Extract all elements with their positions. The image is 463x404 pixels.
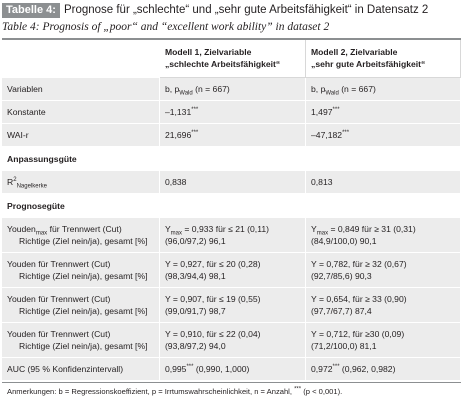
- caption-title-en: Table 4: Prognosis of „poor“ and “excellent work ability” in dataset 2: [2, 21, 330, 33]
- auc-model2: [306, 358, 461, 381]
- youden-label-text: Youden: [7, 224, 36, 234]
- r2-label-sup: 2: [13, 177, 17, 184]
- notes-text: Anmerkungen: b = Regressionskoeffizient, p = Irrtumswahrscheinlichkeit, n = Anzahl,: [7, 387, 295, 396]
- table-row-wair: [2, 124, 461, 147]
- table-row-konstante: [2, 101, 461, 124]
- youden-model1: [159, 288, 305, 323]
- auc-m1-ci: (0,990, 1,000): [193, 364, 250, 374]
- youden-model2: [306, 288, 461, 323]
- youden-m1-line1: Y = 0,907, für ≤ 19 (0,55): [164, 294, 261, 304]
- r2-label-sub: Nagelkerke: [16, 183, 47, 190]
- r2-label-text: R: [7, 177, 14, 187]
- youden-m2-rest: = 0,849 für ≥ 31 (0,31): [328, 224, 416, 234]
- youden-label-line2: Richtige (Ziel nein/ja), gesamt [%]: [19, 341, 148, 351]
- youden-label-rest: für Trennwert (Cut): [47, 224, 122, 234]
- auc-label: AUC (95 % Konfidenzintervall): [2, 358, 159, 381]
- youden-m2-line2: (84,9/100,0) 90,1: [311, 236, 377, 246]
- youden-m2-line2: (92,7/85,6) 90,3: [311, 271, 372, 281]
- youden-model2: [306, 253, 461, 288]
- header-empty-cell: [2, 39, 159, 78]
- auc-m2-ci: (0,962, 0,982): [339, 364, 396, 374]
- variablen-m1-text: b, p: [164, 84, 180, 94]
- wair-model2: [306, 124, 461, 147]
- variablen-model2: [306, 78, 461, 101]
- row-label: Konstante: [2, 101, 159, 124]
- variablen-m2-n: (n = 667): [338, 84, 376, 94]
- youden-m2-line2: (97,7/67,7) 87,4: [311, 306, 372, 316]
- table-caption: [2, 3, 461, 20]
- youden-label-line2: Richtige (Ziel nein/ja), gesamt [%]: [19, 306, 148, 316]
- youden-m1-line1: Y = 0,927, für ≤ 20 (0,28): [164, 259, 261, 269]
- youden-label-sub: max: [35, 230, 48, 237]
- table-header-row: [2, 39, 461, 78]
- table-row-variablen: [2, 78, 461, 101]
- header-model1-line1: Modell 1, Zielvariable: [164, 47, 252, 57]
- header-model2-line1: Modell 2, Zielvariable: [311, 47, 398, 57]
- table-tag: Tabelle 4:: [2, 3, 60, 18]
- auc-m1-value: 0,995: [164, 364, 187, 374]
- youden-model1: [159, 253, 305, 288]
- section-heading: Prognosegüte: [2, 194, 461, 218]
- table-row-youden-4: [2, 323, 461, 358]
- youden-m1-line2: (99,0/91,7) 98,7: [164, 306, 226, 316]
- r2-model1: 0,838: [159, 171, 305, 194]
- youden-model1: [159, 218, 305, 253]
- r2-label: [2, 171, 159, 194]
- header-model2: [306, 39, 461, 78]
- youden-model1: [159, 323, 305, 358]
- variablen-m1-n: (n = 667): [192, 84, 230, 94]
- youden-m1-line2: (96,0/97,2) 96,1: [164, 236, 226, 246]
- variablen-model1: [159, 78, 305, 101]
- section-anpassungsguete: [2, 147, 461, 171]
- youden-m1-y: Y: [164, 224, 171, 234]
- konstante-m1-sig: ***: [191, 107, 199, 114]
- row-label: Variablen: [2, 78, 159, 101]
- youden-label-line1: Youden für Trennwert (Cut): [7, 259, 111, 269]
- youden-label-line2: Richtige (Ziel nein/ja), gesamt [%]: [19, 271, 148, 281]
- youden-label: [2, 288, 159, 323]
- konstante-m1-value: –1,131: [164, 107, 192, 117]
- konstante-model2: [306, 101, 461, 124]
- youden-label-line1: Youden für Trennwert (Cut): [7, 329, 111, 339]
- results-table: [2, 38, 461, 404]
- table-notes-row: [2, 381, 461, 404]
- wair-m1-value: 21,696: [164, 130, 192, 140]
- auc-m1-sig: ***: [186, 364, 194, 371]
- header-model2-line2: „sehr gute Arbeitsfähigkeit“: [311, 59, 426, 69]
- youden-model2: [306, 218, 461, 253]
- variablen-m2-sub: Wald: [325, 90, 339, 97]
- youden-m1-rest: = 0,933 für ≤ 21 (0,11): [182, 224, 269, 234]
- youden-model2: [306, 323, 461, 358]
- header-model1-line2: „schlechte Arbeitsfähigkeit“: [164, 59, 281, 69]
- notes-sig: ***: [294, 386, 302, 393]
- youden-m2-sub: max: [316, 230, 329, 237]
- variablen-m1-sub: Wald: [179, 90, 193, 97]
- wair-m2-value: –47,182: [311, 130, 343, 140]
- youden-label: [2, 253, 159, 288]
- wair-m1-sig: ***: [191, 130, 199, 137]
- youden-m2-line1: Y = 0,712, für ≥30 (0,09): [311, 329, 405, 339]
- youden-label: [2, 323, 159, 358]
- youden-label-line1: Youden für Trennwert (Cut): [7, 294, 111, 304]
- section-prognoseguete: [2, 194, 461, 218]
- youden-m1-line2: (93,8/97,2) 94,0: [164, 341, 226, 351]
- youden-label: [2, 218, 159, 253]
- youden-label-line1: [7, 223, 154, 235]
- table-row-youden-2: [2, 253, 461, 288]
- youden-m2-line1: Y = 0,782, für ≥ 32 (0,67): [311, 259, 407, 269]
- header-model1: [159, 39, 305, 78]
- youden-m2-line1: Y = 0,654, für ≥ 33 (0,90): [311, 294, 407, 304]
- auc-model1: [159, 358, 305, 381]
- table-notes: [2, 381, 461, 404]
- caption-title-de: Prognose für „schlechte“ und „sehr gute Arbeitsfähigkeit“ in Datensatz 2: [63, 4, 429, 16]
- notes-rest: (p < 0,001).: [301, 387, 343, 396]
- youden-m2-line2: (71,2/100,0) 81,1: [311, 341, 377, 351]
- section-heading: Anpassungsgüte: [2, 147, 461, 171]
- konstante-m2-value: 1,497: [311, 107, 333, 117]
- variablen-m2-text: b, p: [311, 84, 326, 94]
- wair-model1: [159, 124, 305, 147]
- auc-m2-sig: ***: [332, 364, 340, 371]
- table-row-r2: [2, 171, 461, 194]
- row-label: WAI-r: [2, 124, 159, 147]
- table-row-youden-3: [2, 288, 461, 323]
- table-row-auc: [2, 358, 461, 381]
- wair-m2-sig: ***: [342, 130, 350, 137]
- youden-m2-y: Y: [311, 224, 317, 234]
- youden-m1-sub: max: [170, 230, 183, 237]
- youden-m1-line1: [165, 223, 300, 235]
- youden-m1-line2: (98,3/94,4) 98,1: [164, 271, 226, 281]
- r2-model2: 0,813: [306, 171, 461, 194]
- table-row-youden-1: [2, 218, 461, 253]
- konstante-m2-sig: ***: [332, 107, 340, 114]
- youden-m1-line1: Y = 0,910, für ≤ 22 (0,04): [164, 329, 261, 339]
- youden-m2-line1: [311, 223, 455, 235]
- youden-label-line2: Richtige (Ziel nein/ja), gesamt [%]: [19, 236, 148, 246]
- konstante-model1: [159, 101, 305, 124]
- auc-m2-value: 0,972: [311, 364, 333, 374]
